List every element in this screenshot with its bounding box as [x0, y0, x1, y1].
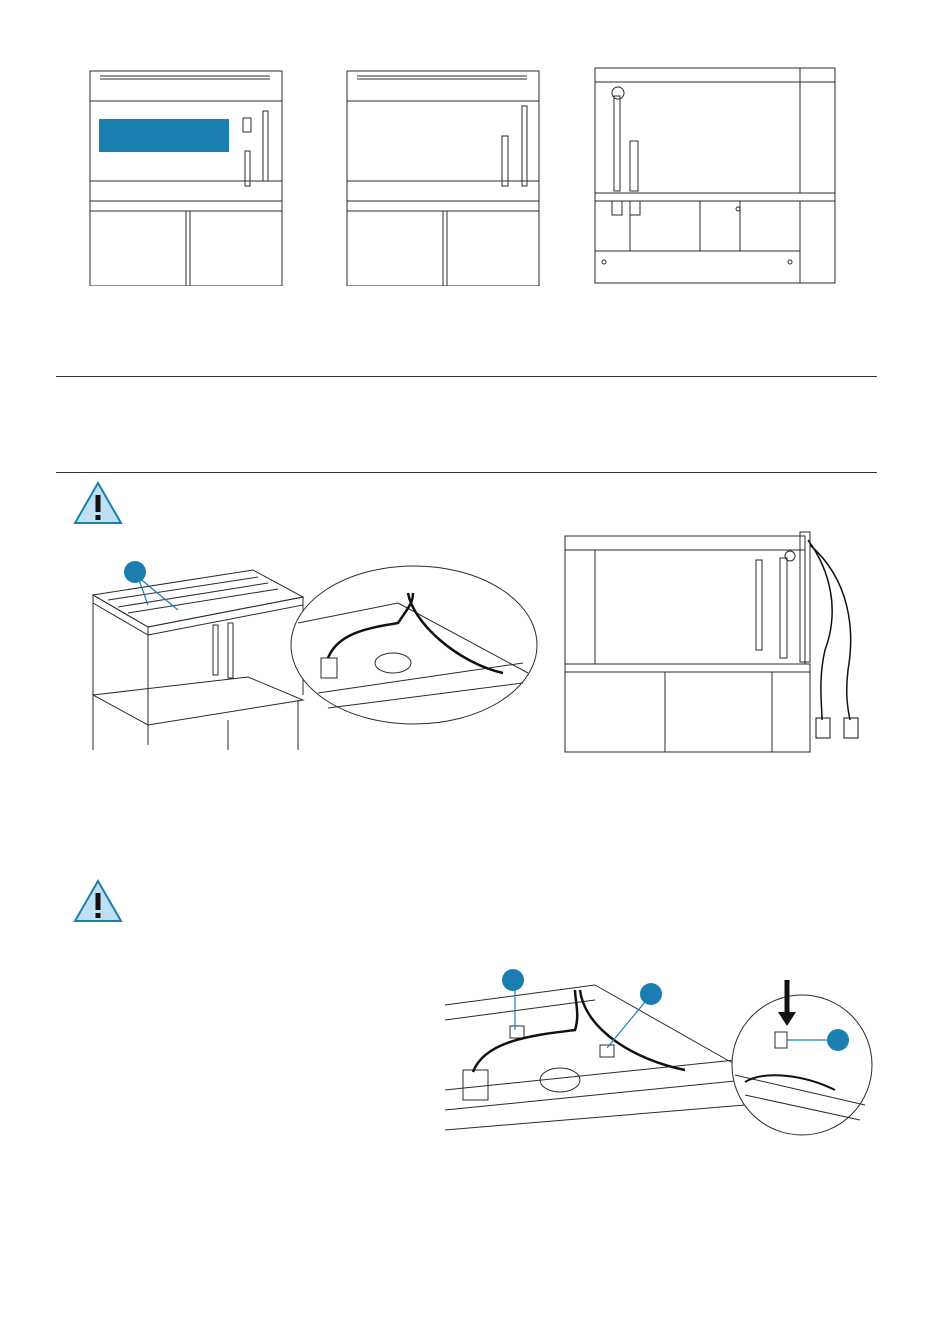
aquarium-front-view-a: [85, 66, 290, 286]
aquarium-front-view-b: [342, 66, 547, 286]
section-divider-top: [56, 376, 877, 377]
callout-marker: [827, 1029, 849, 1051]
highlight-label-box: [99, 119, 229, 152]
warning-triangle-icon: [72, 480, 124, 526]
lighting-detail-zoom: [288, 563, 540, 728]
callout-marker: [124, 561, 146, 583]
aquarium-side-view: [590, 66, 840, 286]
warning-triangle-icon: [72, 878, 124, 924]
section-divider-bottom: [56, 472, 877, 473]
callout-marker: [640, 983, 662, 1005]
aquarium-side-cables: [560, 530, 870, 755]
lighting-clips-detail: [445, 960, 875, 1165]
callout-marker: [502, 969, 524, 991]
aquarium-lid-perspective: [88, 555, 313, 750]
